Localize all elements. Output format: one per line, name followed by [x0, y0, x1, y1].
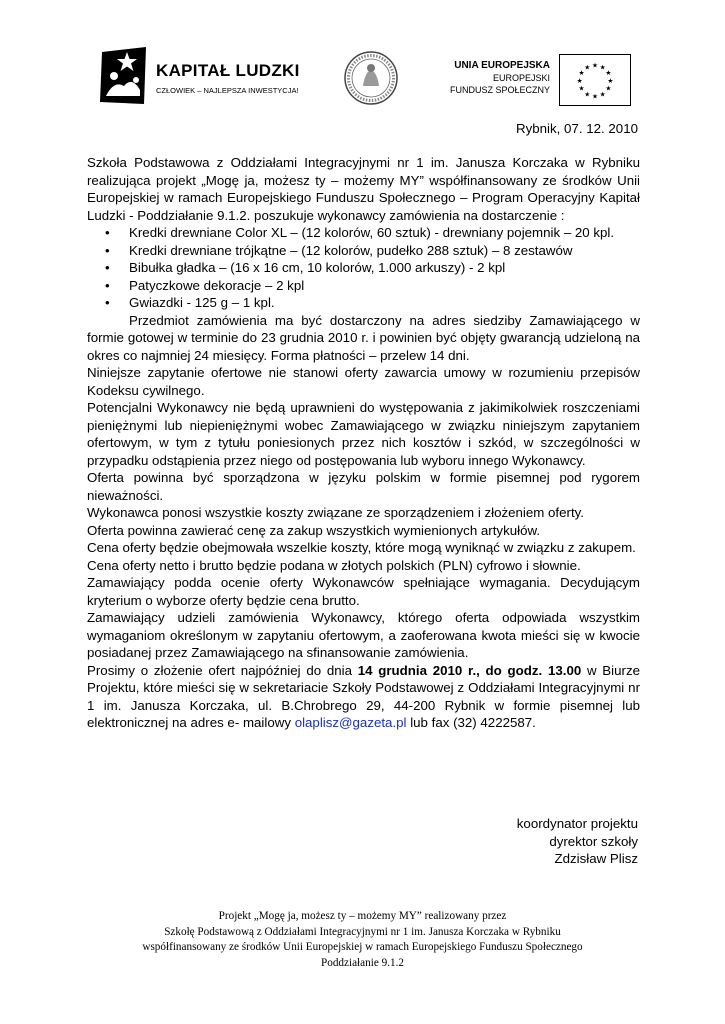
footer-line: współfinansowany ze środków Unii Europejskiej w ramach Europejskiego Funduszu Społecznego	[142, 941, 583, 953]
footer-line: Poddziałanie 9.1.2	[321, 956, 404, 969]
svg-text:★: ★	[578, 84, 585, 93]
list-item: • Patyczkowe dekoracje – 2 kpl	[129, 277, 640, 295]
submission-fax: lub fax (32) 4222587.	[406, 715, 536, 730]
claims-paragraph: Potencjalni Wykonawcy nie będą uprawnieni do występowania z jakimikolwiek roszczeniami pieniężnymi lub niepieniężnymi wobec Zamawiającego w związku niniejszym zapytaniem ofertowym, w tym z tytułu poniesionych przez nich kosztów i szkód, w szczególności w przypadku odstąpienia przez niego od postępowania lub wyboru innego Wykonawcy.	[87, 400, 640, 468]
svg-text:★: ★	[591, 92, 599, 101]
kapital-ludzki-logo	[100, 46, 300, 106]
submission-paragraph	[87, 662, 640, 732]
list-item: • Bibułka gładka – (16 x 16 cm, 10 kolorów, 1.000 arkuszy) - 2 kpl	[129, 259, 640, 277]
svg-text:★: ★	[591, 61, 599, 70]
list-item: • Kredki drewniane trójkątne – (12 kolorów, pudełko 288 sztuk) – 8 zestawów	[129, 242, 640, 260]
eu-european-label: EUROPEJSKI	[492, 73, 550, 83]
currency-paragraph: Cena oferty netto i brutto będzie podana w złotych polskich (PLN) cyfrowo i słownie.	[87, 557, 581, 573]
svg-text:★: ★	[607, 76, 614, 85]
eu-social-fund-label: FUNDUSZ SPOŁECZNY	[449, 85, 550, 95]
kapital-ludzki-emblem-icon	[100, 46, 150, 106]
svg-text:★: ★	[599, 90, 606, 99]
eu-flag-icon	[559, 54, 631, 106]
page-footer	[60, 909, 665, 971]
items-list	[87, 224, 640, 312]
svg-text:★: ★	[605, 69, 612, 78]
footer-line: Szkołę Podstawową z Oddziałami Integracyjnymi nr 1 im. Janusza Korczaka w Rybniku	[164, 925, 561, 938]
signature-name: Zdzisław Plisz	[554, 851, 638, 866]
criteria-paragraph: Zamawiający podda ocenie oferty Wykonawców spełniające wymagania. Decydującym kryterium o wyborze oferty będzie cena brutto.	[87, 575, 640, 608]
eu-fund-label	[420, 60, 550, 96]
submission-address: w Biurze Projektu, które mieści się w sekretariacie Szkoły Podstawowej z Oddziałami Integracyjnymi nr 1 im. Janusza Korczaka, ul. B.Chrobrego 29, 44-200 Rybnik w formie pisemnej lub elektronicznej na adres e- mailowy	[87, 662, 640, 730]
signature-block	[400, 815, 638, 868]
delivery-paragraph: Przedmiot zamówienia ma być dostarczony na adres siedziby Zamawiającego w formie gotowej w terminie do 23 grudnia 2010 r. i powinien być objęty gwarancją udzieloną na okres co najmniej 24 miesięcy. Forma płatności – przelew 14 dni.	[87, 312, 640, 363]
svg-text:★: ★	[599, 63, 606, 72]
language-paragraph: Oferta powinna być sporządzona w języku polskim w formie pisemnej pod rygorem nieważności.	[87, 470, 640, 503]
list-item: • Kredki drewniane Color XL – (12 kolorów, 60 sztuk) - drewniany pojemnik – 20 kpl.	[129, 224, 640, 242]
list-item: • Gwiazdki - 125 g – 1 kpl.	[129, 294, 640, 312]
award-paragraph: Zamawiający udzieli zamówienia Wykonawcy, którego oferta odpowiada wszystkim wymaganiom określonym w zapytaniu ofertowym, a zaoferowana kwota mieści się w kwocie posiadanej przez Zamawiającego na sfinansowanie zamówienia.	[87, 610, 640, 660]
submission-text: Prosimy o złożenie ofert najpóźniej do dnia	[87, 662, 358, 678]
email-link[interactable]: olaplisz@gazeta.pl	[294, 715, 407, 730]
svg-text:★: ★	[584, 63, 591, 72]
price-scope-paragraph: Cena oferty będzie obejmowała wszelkie koszty, które mogą wyniknąć w związku z zakupem.	[87, 540, 636, 555]
intro-paragraph: Szkoła Podstawowa z Oddziałami Integracyjnymi nr 1 im. Janusza Korczaka w Rybniku realizująca projekt „Mogę ja, możesz ty – możemy MY” współfinansowany ze środków Unii Europejskiej w ramach Europejskiego Funduszu Społecznego – Program Operacyjny Kapitał Ludzki - Poddziałanie 9.1.2. poszukuje wykonawcy zamówienia na dostarczenie :	[87, 155, 640, 223]
kapital-ludzki-subtitle: CZŁOWIEK – NAJLEPSZA INWESTYCJA!	[156, 86, 299, 95]
contract-paragraph: Niniejsze zapytanie ofertowe nie stanowi oferty zawarcia umowy w rozumieniu przepisów Kodeksu cywilnego.	[87, 365, 640, 398]
signature-role: koordynator projektu	[516, 816, 638, 831]
svg-text:★: ★	[578, 69, 585, 78]
svg-text:★: ★	[605, 84, 612, 93]
submission-deadline: 14 grudnia 2010 r., do godz. 13.00	[357, 662, 582, 678]
price-paragraph: Oferta powinna zawierać cenę za zakup wszystkich wymienionych artykułów.	[87, 522, 541, 538]
footer-line: Projekt „Mogę ja, możesz ty – możemy MY” realizowany przez	[218, 910, 507, 922]
costs-paragraph: Wykonawca ponosi wszystkie koszty związane ze sporządzeniem i złożeniem oferty.	[87, 505, 584, 520]
document-body	[87, 154, 640, 732]
signature-title: dyrektor szkoły	[549, 833, 638, 849]
svg-text:★: ★	[576, 76, 583, 85]
kapital-ludzki-title: KAPITAŁ LUDZKI	[156, 61, 300, 80]
document-date: Rybnik, 07. 12. 2010	[516, 121, 638, 136]
school-seal-icon	[343, 50, 399, 106]
eu-union-label: UNIA EUROPEJSKA	[454, 60, 550, 71]
svg-text:★: ★	[584, 90, 591, 99]
